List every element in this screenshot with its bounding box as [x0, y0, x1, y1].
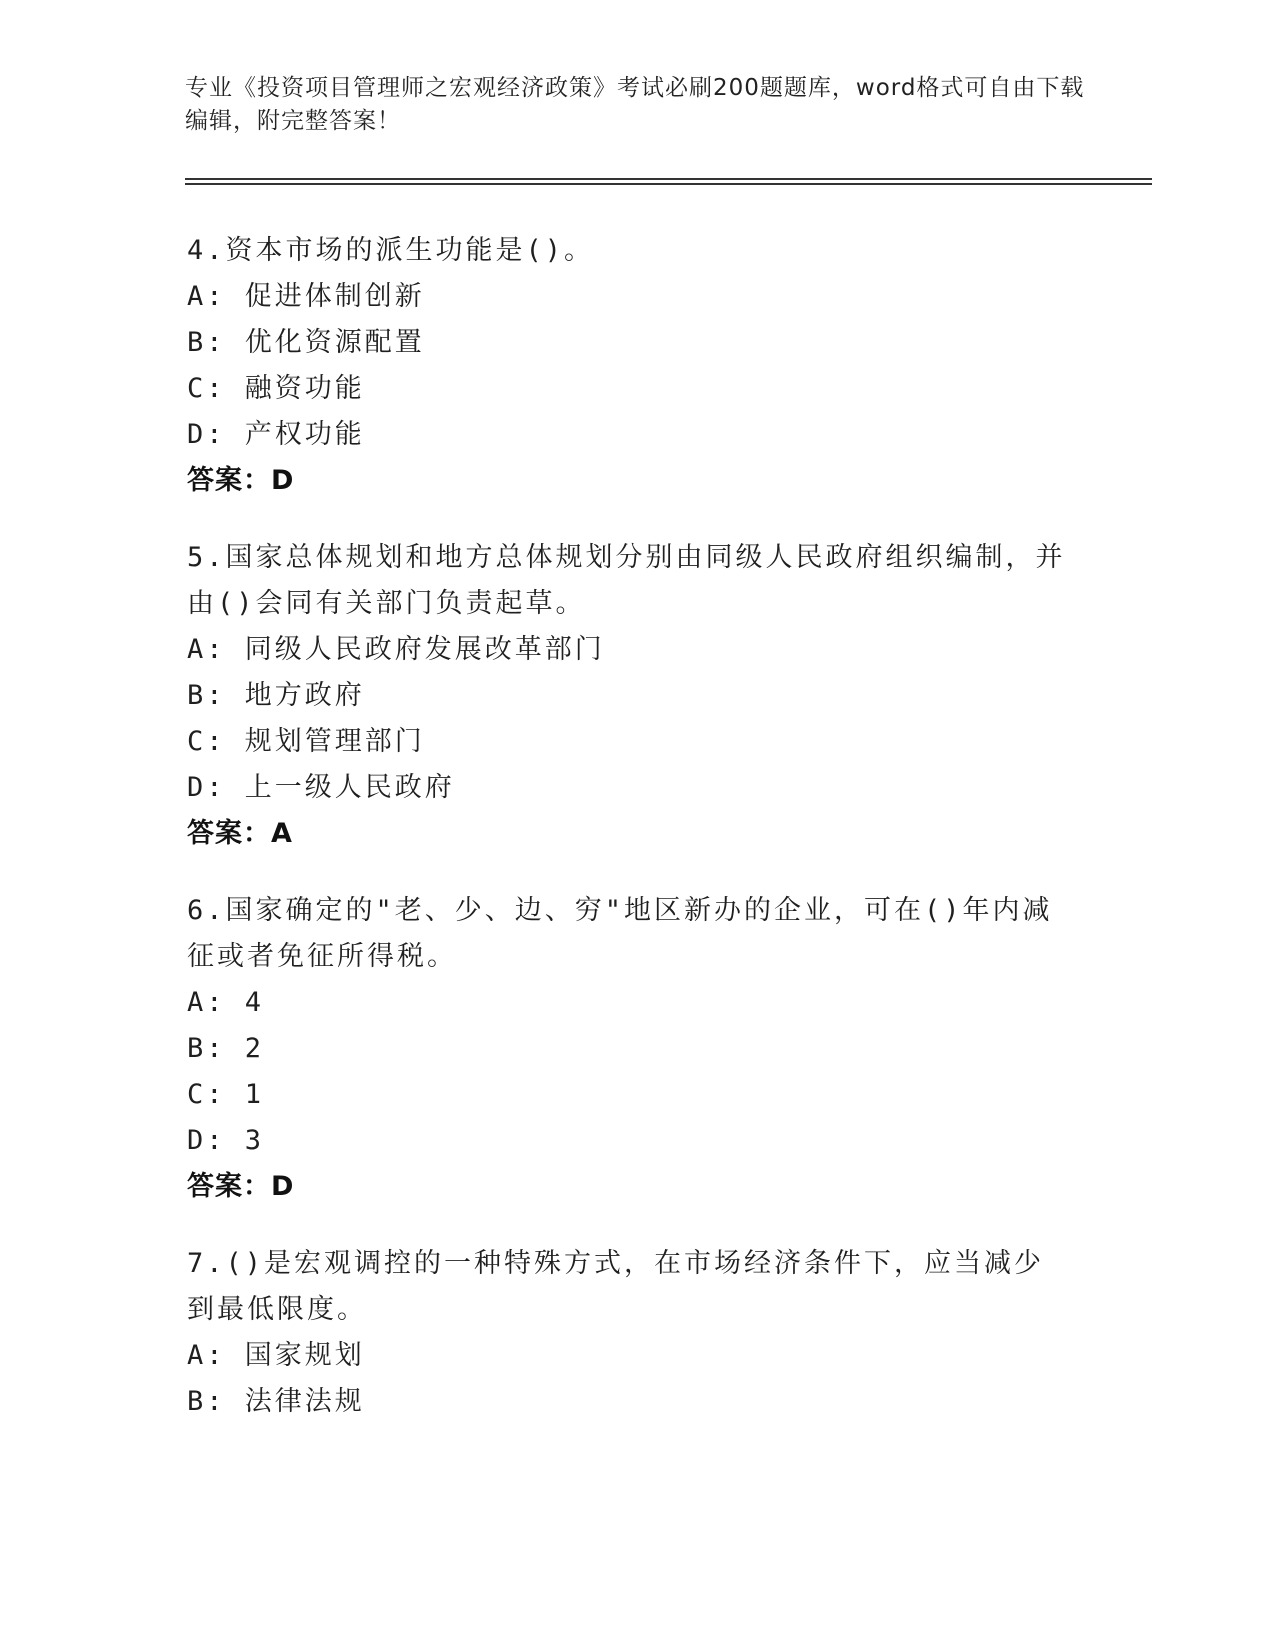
question-item	[187, 1241, 1087, 1425]
option-a: A: 国家规划	[187, 1340, 365, 1371]
option-d: D: 上一级人民政府	[187, 772, 455, 803]
option-c: C: 1	[187, 1079, 265, 1110]
question-item	[187, 535, 1087, 857]
option-d: D: 产权功能	[187, 419, 365, 450]
option-c: C: 规划管理部门	[187, 726, 425, 757]
header-divider-top	[185, 178, 1152, 180]
question-stem: 7.()是宏观调控的一种特殊方式，在市场经济条件下，应当减少到最低限度。	[187, 1248, 1045, 1325]
option-b: B: 2	[187, 1033, 265, 1064]
document-header: 专业《投资项目管理师之宏观经济政策》考试必刷200题题库，word格式可自由下载编辑，附完整答案！	[185, 75, 1085, 134]
header-divider-bottom	[185, 183, 1152, 185]
question-item	[187, 228, 1087, 504]
answer-label: 答案：D	[187, 1171, 295, 1202]
question-item	[187, 888, 1087, 1210]
option-c: C: 融资功能	[187, 373, 365, 404]
option-a: A: 同级人民政府发展改革部门	[187, 634, 605, 665]
question-stem: 5.国家总体规划和地方总体规划分别由同级人民政府组织编制，并由()会同有关部门负责起草。	[187, 542, 1066, 619]
question-list	[187, 228, 1087, 1456]
question-stem: 4.资本市场的派生功能是()。	[187, 235, 595, 266]
option-b: B: 优化资源配置	[187, 327, 425, 358]
answer-label: 答案：A	[187, 818, 293, 849]
option-b: B: 法律法规	[187, 1386, 365, 1417]
option-d: D: 3	[187, 1125, 265, 1156]
option-a: A: 促进体制创新	[187, 281, 425, 312]
question-stem: 6.国家确定的"老、少、边、穷"地区新办的企业，可在()年内减征或者免征所得税。	[187, 895, 1053, 972]
option-b: B: 地方政府	[187, 680, 365, 711]
option-a: A: 4	[187, 987, 265, 1018]
answer-label: 答案：D	[187, 465, 295, 496]
